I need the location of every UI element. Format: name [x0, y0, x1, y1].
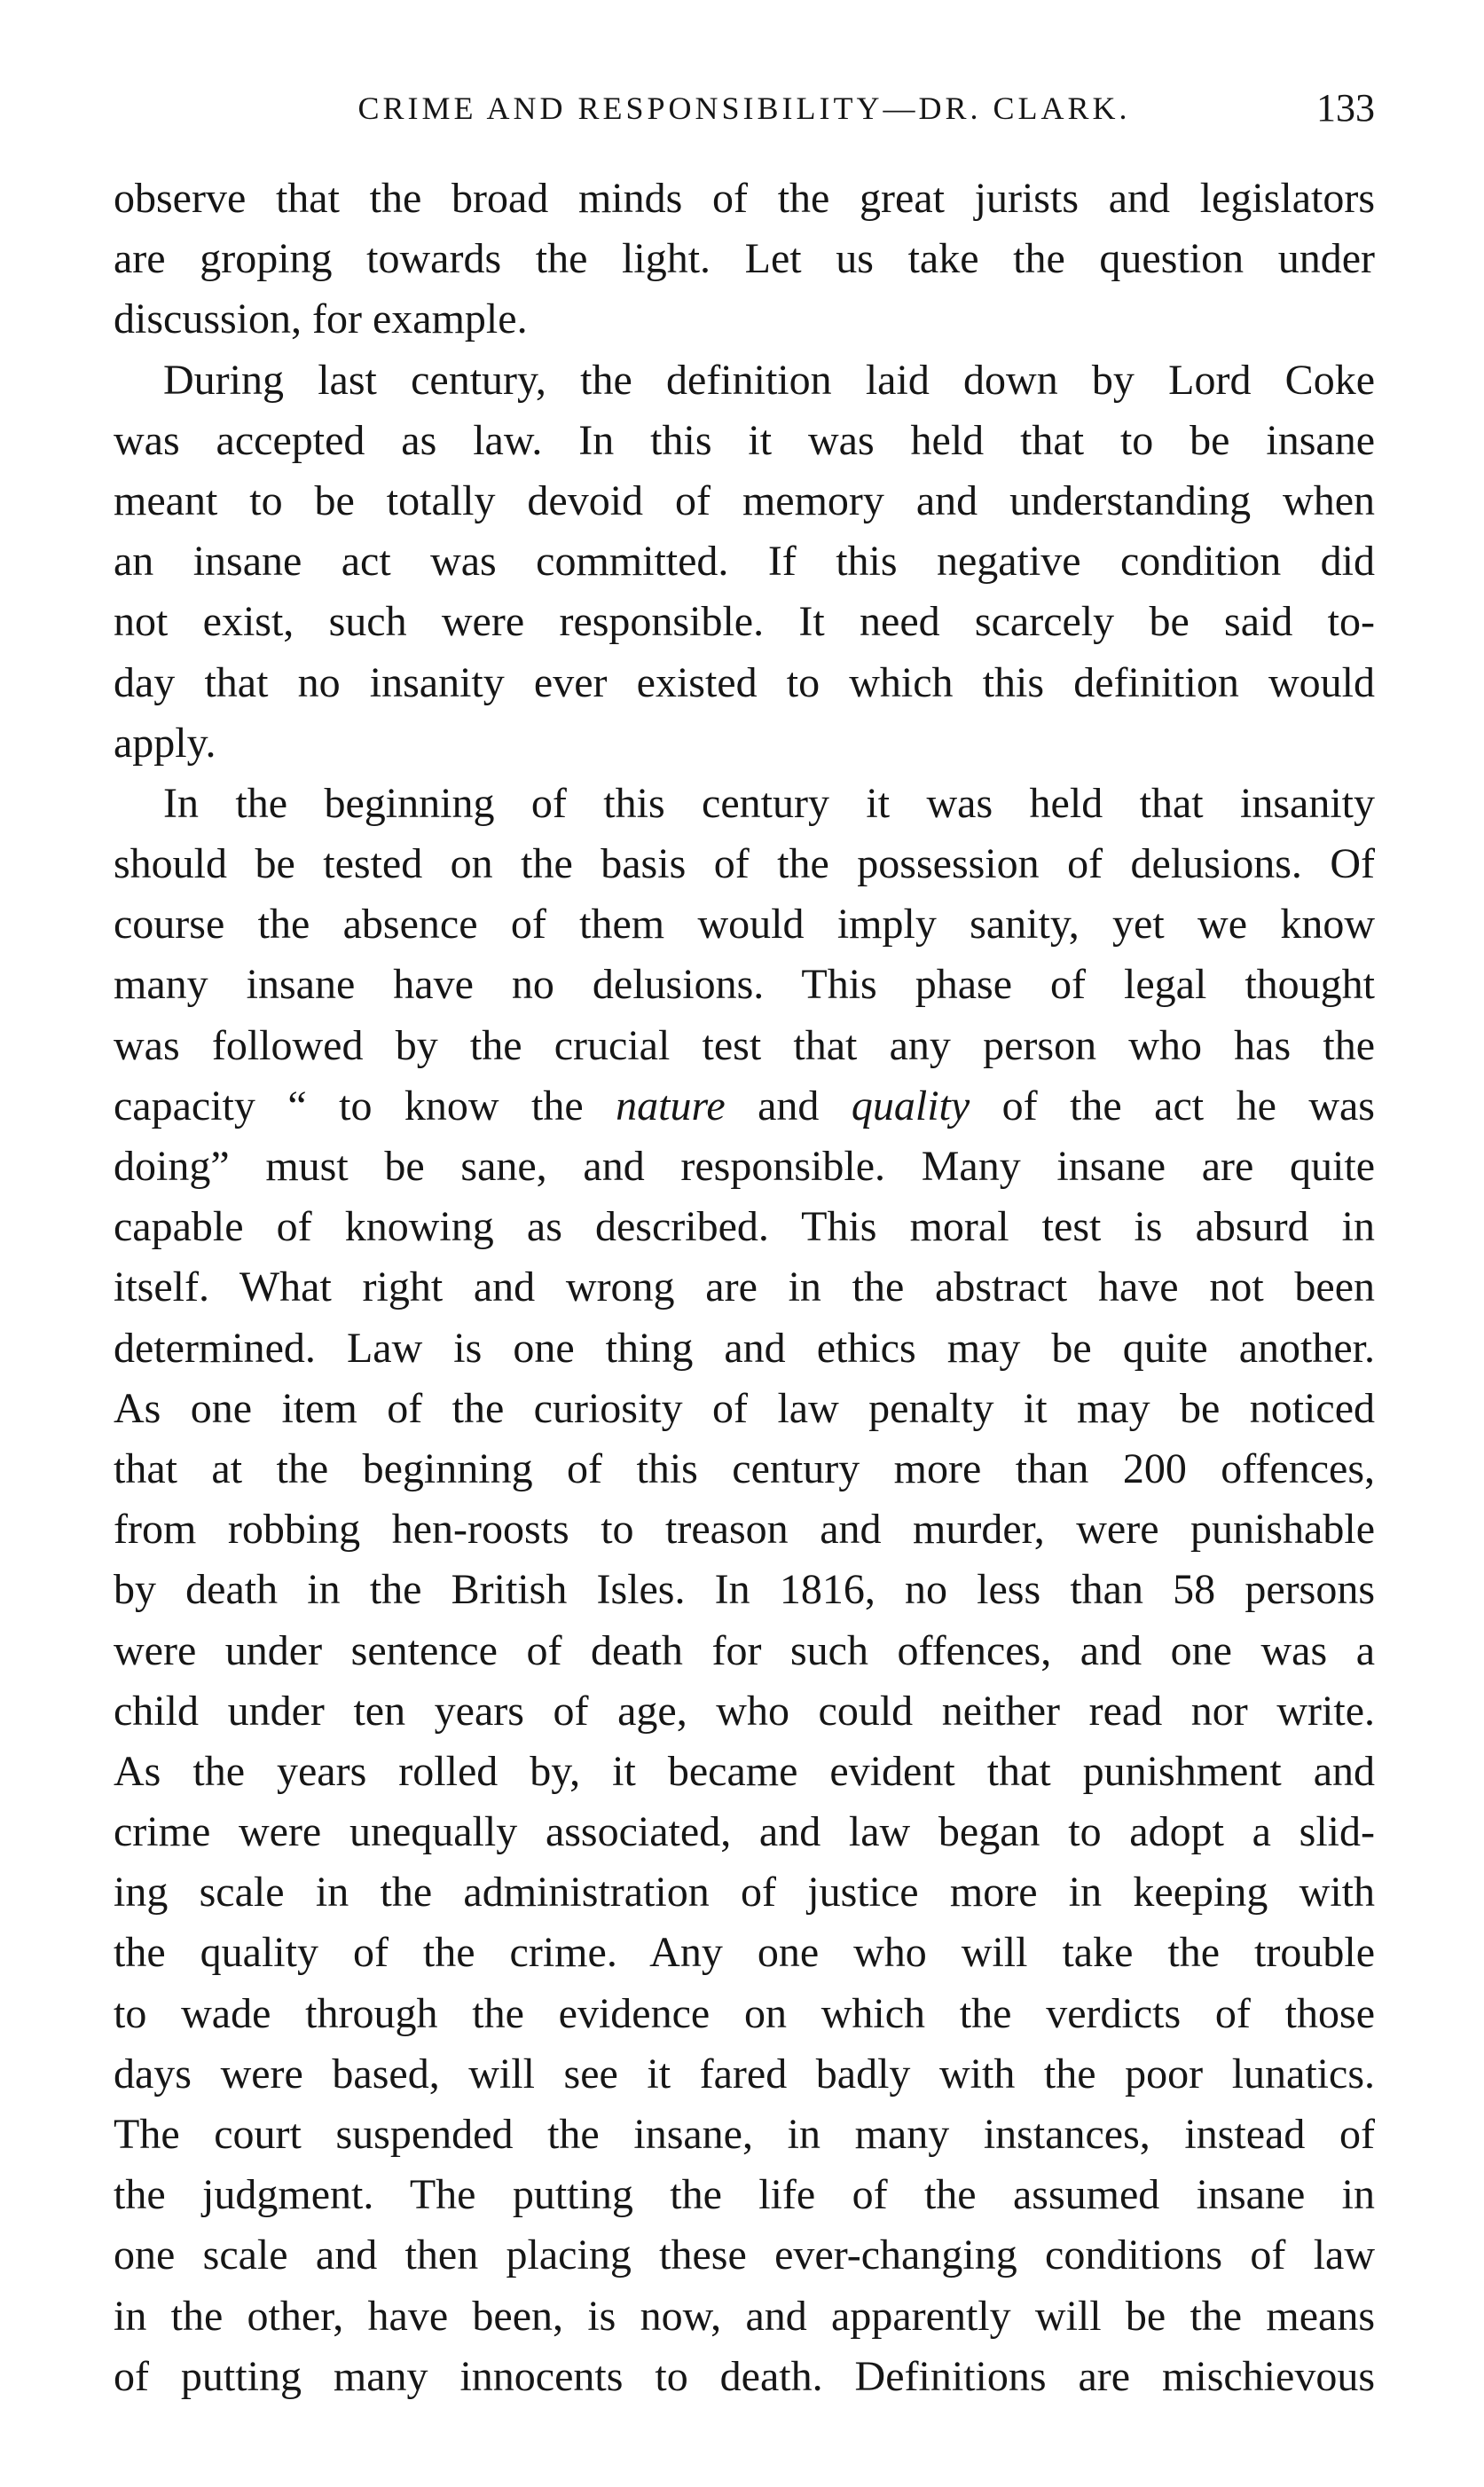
text-line: doing” must be sane, and responsible. Many insane are quite: [114, 1143, 1375, 1190]
text-line: should be tested on the basis of the possession of delusions. Of: [114, 840, 1375, 888]
text-line: capable of knowing as described. This moral test is absurd in: [114, 1203, 1375, 1251]
text-line: apply.: [114, 719, 216, 767]
text-line: the quality of the crime. Any one who will take the trouble: [114, 1929, 1375, 1977]
text-segment: of the act he was: [970, 1082, 1375, 1129]
running-head: CRIME AND RESPONSIBILITY—DR. CLARK.: [357, 91, 1131, 126]
text-line: crime were unequally associated, and law began to adopt a slid-: [114, 1808, 1375, 1856]
text-line: discussion, for example.: [114, 295, 528, 343]
text-line: course the absence of them would imply sanity, yet we know: [114, 901, 1375, 948]
text-line: not exist, such were responsible. It need scarcely be said to-: [114, 598, 1375, 646]
page-number: 133: [1316, 86, 1375, 130]
text-line: was followed by the crucial test that any person who has the: [114, 1021, 1375, 1069]
text-line: are groping towards the light. Let us take the question under: [114, 235, 1375, 283]
page-header: [114, 82, 1375, 135]
text-line: that at the beginning of this century more than 200 offences,: [114, 1444, 1375, 1492]
text-line-with-italics: [114, 1076, 1375, 1137]
text-line: itself. What right and wrong are in the abstract have not been: [114, 1263, 1375, 1311]
text-line: During last century, the definition laid down by Lord Coke: [163, 356, 1375, 404]
text-line: As one item of the curiosity of law penalty it may be noticed: [114, 1384, 1375, 1432]
text-line: from robbing hen-roosts to treason and murder, were punishable: [114, 1506, 1375, 1554]
text-line: to wade through the evidence on which the verdicts of those: [114, 1989, 1375, 2037]
text-line: days were based, will see it fared badly with the poor lunatics.: [114, 2050, 1375, 2097]
text-line: an insane act was committed. If this negative condition did: [114, 538, 1375, 586]
text-line: day that no insanity ever existed to which this definition would: [114, 658, 1375, 706]
italic-term-nature: nature: [616, 1082, 726, 1129]
text-line: in the other, have been, is now, and apparently will be the means: [114, 2292, 1375, 2340]
text-line: of putting many innocents to death. Definitions are mischievous: [114, 2352, 1375, 2400]
text-line: one scale and then placing these ever-changing conditions of law: [114, 2231, 1375, 2279]
text-line: was accepted as law. In this it was held that to be insane: [114, 416, 1375, 464]
text-line: by death in the British Isles. In 1816, no less than 58 persons: [114, 1566, 1375, 1614]
text-line: In the beginning of this century it was held that insanity: [163, 779, 1375, 827]
text-line: The court suspended the insane, in many instances, instead of: [114, 2111, 1375, 2158]
text-line: determined. Law is one thing and ethics may be quite another.: [114, 1324, 1375, 1372]
text-line: were under sentence of death for such offences, and one was a: [114, 1626, 1375, 1674]
italic-term-quality: quality: [851, 1082, 970, 1129]
text-line: observe that the broad minds of the great jurists and legislators: [114, 175, 1375, 222]
text-line: meant to be totally devoid of memory and understanding when: [114, 476, 1375, 524]
text-line: As the years rolled by, it became evident that punishment and: [114, 1747, 1375, 1795]
body-text: [114, 169, 1375, 2407]
text-line: the judgment. The putting the life of the assumed insane in: [114, 2171, 1375, 2219]
text-line: ing scale in the administration of justice more in keeping with: [114, 1869, 1375, 1916]
text-line: many insane have no delusions. This phase of legal thought: [114, 961, 1375, 1009]
text-line: child under ten years of age, who could neither read nor write.: [114, 1687, 1375, 1735]
text-segment: and: [725, 1082, 852, 1129]
text-segment: capacity “ to know the: [114, 1082, 616, 1129]
